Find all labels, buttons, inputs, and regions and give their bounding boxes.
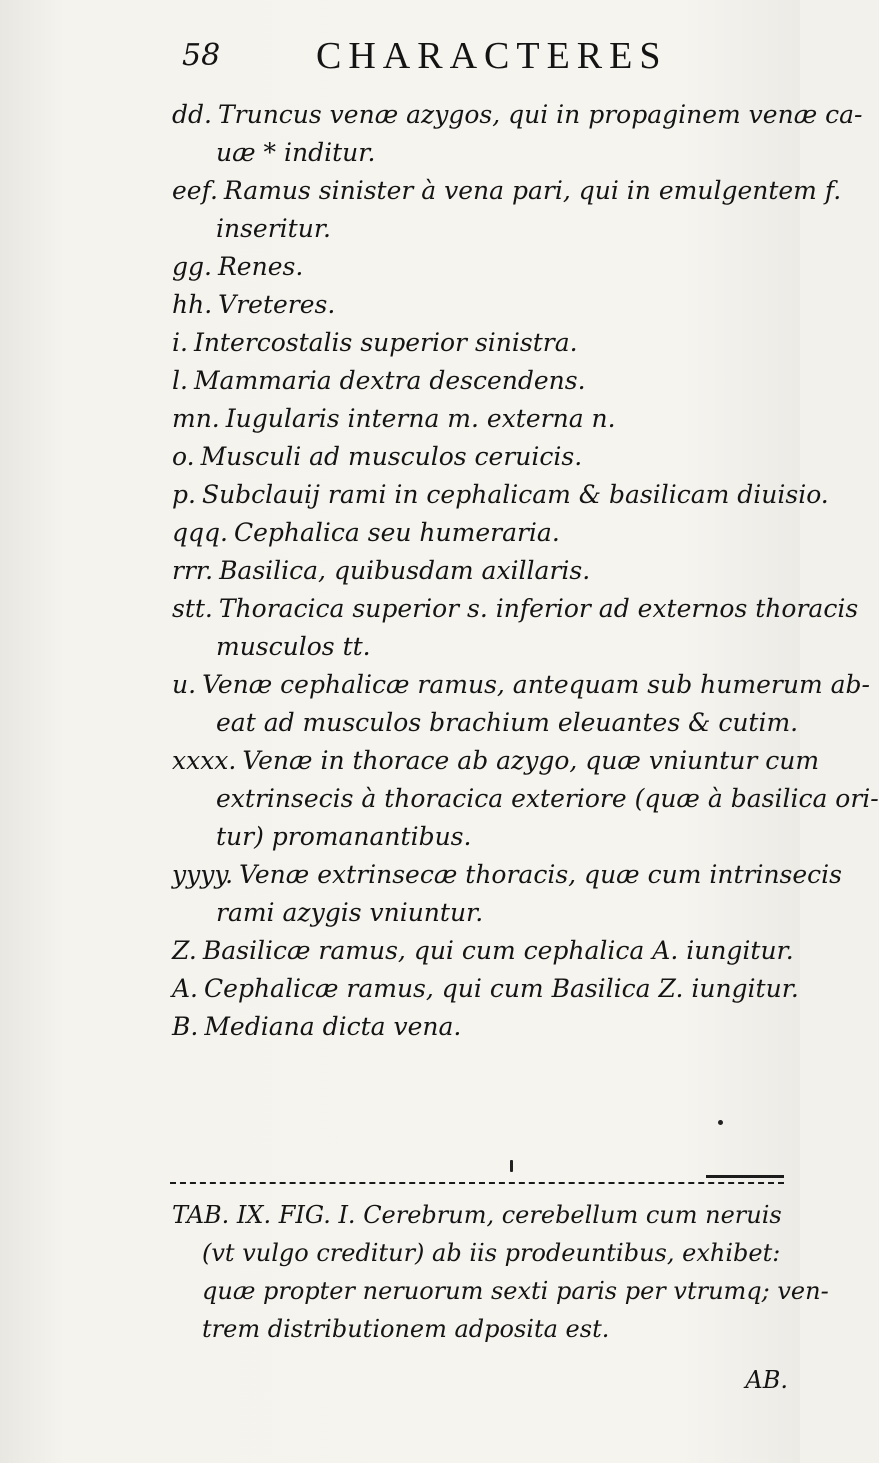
section-divider-end — [706, 1175, 784, 1178]
entry-text: Vreteres. — [218, 290, 336, 319]
running-head: CHARACTERES — [316, 35, 668, 77]
entry-continuation: eat ad musculos brachium eleuantes & cutim. — [216, 708, 799, 737]
ink-speck — [718, 1120, 723, 1125]
legend-entry — [172, 248, 792, 286]
legend-entry — [172, 172, 842, 248]
legend-entry — [172, 1008, 792, 1046]
legend-entry — [172, 856, 843, 932]
entry-key: stt. — [172, 594, 213, 623]
entry-continuation: uæ * inditur. — [216, 138, 376, 167]
caption-line: TAB. IX. FIG. I. Cerebrum, cerebellum cum neruis — [172, 1201, 782, 1229]
legend-entries — [172, 96, 879, 1046]
entry-text: Mammaria dextra descendens. — [193, 366, 586, 395]
entry-key: gg. — [172, 252, 212, 281]
legend-entry — [172, 970, 799, 1008]
entry-key: qqq. — [172, 518, 228, 547]
legend-entry — [172, 552, 792, 590]
entry-key: u. — [172, 670, 197, 699]
entry-text: Cephalicæ ramus, qui cum Basilica Z. iungitur. — [204, 974, 799, 1003]
entry-text: Truncus venæ azygos, qui in propaginem venæ ca- — [217, 100, 863, 129]
entry-text: Renes. — [217, 252, 304, 281]
entry-key: hh. — [172, 290, 213, 319]
entry-key: mn. — [172, 404, 220, 433]
legend-entry — [172, 286, 792, 324]
entry-text: Venæ in thorace ab azygo, quæ vniuntur cum — [242, 746, 820, 775]
entry-key: B. — [172, 1012, 199, 1041]
entry-text: Mediana dicta vena. — [204, 1012, 462, 1041]
page-number: 58 — [182, 38, 221, 73]
entry-continuation: rami azygis vniuntur. — [216, 898, 484, 927]
caption-line: trem distributionem adposita est. — [202, 1315, 610, 1343]
section-divider — [170, 1182, 784, 1184]
entry-key: l. — [172, 366, 188, 395]
figure-caption — [172, 1196, 829, 1348]
entry-text: Venæ extrinsecæ thoracis, quæ cum intrinsecis — [239, 860, 843, 889]
legend-entry — [172, 666, 870, 742]
entry-text: Musculi ad musculos ceruicis. — [200, 442, 583, 471]
legend-entry — [172, 400, 792, 438]
legend-entry — [172, 932, 792, 970]
legend-entry — [172, 476, 829, 514]
ink-speck — [510, 1160, 513, 1172]
entry-continuation: inseritur. — [216, 214, 331, 243]
caption-line: quæ propter neruorum sexti paris per vtrumq; ven- — [202, 1277, 829, 1305]
entry-key: dd. — [172, 100, 212, 129]
legend-entry — [172, 96, 863, 172]
entry-text: Cephalica seu humeraria. — [233, 518, 560, 547]
entry-key: yyyy. — [172, 860, 234, 889]
entry-text: Thoracica superior s. inferior ad externos thoracis — [218, 594, 859, 623]
entry-key: rrr. — [172, 556, 214, 585]
entry-continuation: musculos tt. — [216, 632, 371, 661]
entry-key: xxxx. — [172, 746, 237, 775]
legend-entry — [172, 742, 879, 856]
entry-key: i. — [172, 328, 188, 357]
entry-key: eef. — [172, 176, 218, 205]
entry-text: Iugularis interna m. externa n. — [225, 404, 616, 433]
entry-key: Z. — [172, 936, 197, 965]
entry-key: A. — [172, 974, 199, 1003]
entry-key: p. — [172, 480, 196, 509]
legend-entry — [172, 438, 792, 476]
entry-key: o. — [172, 442, 195, 471]
entry-text: Subclauij rami in cephalicam & basilicam diuisio. — [201, 480, 829, 509]
entry-text: Venæ cephalicæ ramus, antequam sub humerum ab- — [202, 670, 870, 699]
entry-continuation: tur) promanantibus. — [216, 822, 472, 851]
entry-text: Basilicæ ramus, qui cum cephalica A. iungitur. — [202, 936, 794, 965]
legend-entry — [172, 590, 859, 666]
legend-entry — [172, 514, 792, 552]
entry-continuation: extrinsecis à thoracica exteriore (quæ à basilica ori- — [216, 784, 879, 813]
legend-entry — [172, 362, 792, 400]
entry-text: Intercostalis superior sinistra. — [193, 328, 578, 357]
entry-text: Basilica, quibusdam axillaris. — [219, 556, 591, 585]
legend-entry — [172, 324, 792, 362]
caption-line: (vt vulgo creditur) ab iis prodeuntibus, exhibet: — [202, 1239, 781, 1267]
catchword: AB. — [745, 1366, 788, 1394]
entry-text: Ramus sinister à vena pari, qui in emulgentem f. — [223, 176, 842, 205]
